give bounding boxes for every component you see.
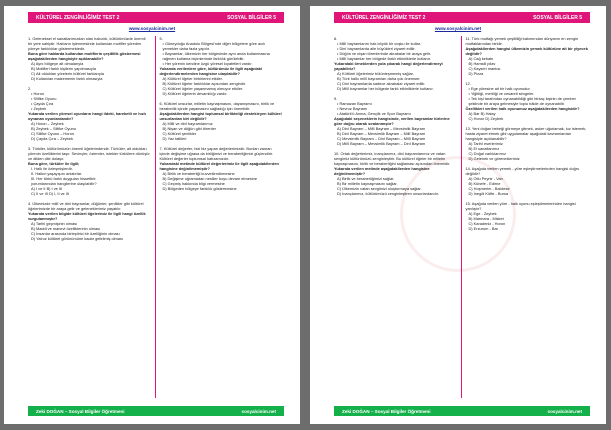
answer-option[interactable]: C) Horon D) Zeybek bbox=[468, 116, 504, 121]
answer-option[interactable]: B) Nişan ve düğün gibi törenler bbox=[162, 126, 216, 131]
question-bullet: • Düğün ve nişan törenlerinde akrabalar bir araya gelir. bbox=[337, 51, 431, 56]
question-block bbox=[334, 151, 457, 196]
question-block bbox=[334, 36, 457, 91]
answer-option[interactable]: B) Değişime uğramadan nesiller boyu devam etmesine bbox=[162, 176, 258, 181]
answer-option[interactable]: C) Silifke Oyunu – Horon bbox=[31, 131, 75, 136]
answer-option[interactable]: B) Kültürel öğeler farklılıklar açısından zengindir. bbox=[162, 81, 246, 86]
question-prompt: Yukarıda verilen metinde aşağıdakilerden hangisine değinilmemiştir? bbox=[334, 166, 430, 176]
question-prompt: Yukarıda verilen bilgide kültürel öğelerimiz ile ilgili hangi özellik vurgulanmıştır? bbox=[28, 211, 146, 221]
answer-option[interactable]: C) Karadeniz - Horon bbox=[468, 221, 506, 226]
question-bullet: • Güneydoğu Anadolu Bölgesi'nde diğer bölgelere göre acılı yemekler daha fazla yapılır. bbox=[162, 41, 266, 51]
answer-option[interactable]: A) Otlu Peynir - Van bbox=[468, 176, 503, 181]
header-title: KÜLTÜREL ZENGİNLİĞİMİZ TEST 2 bbox=[342, 14, 426, 21]
answer-option[interactable]: D) Yaz tatilleri bbox=[162, 136, 187, 141]
answer-option[interactable]: A) Bar B) Halay bbox=[468, 111, 496, 116]
answer-option[interactable]: D) Pizza bbox=[468, 71, 484, 76]
answer-option[interactable]: C) Geçmiş hakkında bilgi vermesine bbox=[162, 181, 225, 186]
answer-option[interactable]: C) Kültürel şenlikler bbox=[162, 131, 197, 136]
answer-option[interactable]: D) Millî Bayram – Mevsimlik Bayram – Dinî Bayram bbox=[337, 141, 426, 146]
answer-option[interactable]: D) Yalnız kültürel görünümüne kadar getirilmiş olması bbox=[31, 236, 123, 241]
question-bullet: • Nevruz Bayramı bbox=[337, 106, 368, 111]
answer-option[interactable]: C) Ülkemizin vatan sevgimizi oluşturmaya sağlar. bbox=[337, 186, 422, 191]
answer-option[interactable]: D) Kültürel öğelerin devamlılığı vardır. bbox=[162, 91, 228, 96]
question-bullet: • Bayramlar, ülkemizin her bölgesinde aynı anda kutlanmasına rağmen kutlama biçimlerinde farklılık görülebilir. bbox=[162, 51, 270, 61]
header-subject: SOSYAL BİLGİLER 5 bbox=[227, 14, 276, 21]
column-right bbox=[155, 36, 287, 398]
answer-option[interactable]: C) Dinî bayramlarda sadece akrabalar ziyaret edilir. bbox=[337, 81, 426, 86]
question-stem: 13. Yeni doğan bebeği görmeye gitmek, asker uğurlamak, kız istemek, hasta ziyaret etmek gibi uygulamalar aşağıdaki kavramlardan hangisiyle açıklanabilir? bbox=[465, 126, 587, 141]
question-stem: 1. Geleneksel el sanatlarımızdan olan halıcılık, kültürümüzde önemli bir yere sahiptir. Halıların işlenmesinde kullanılan motifler yöreden yöreye farklılıklar göstermektedir. bbox=[28, 36, 146, 51]
question-prompt: Aşağıdaki seçeneklerin hangisinde, verilen bayramlar türlerine göre doğru olarak sıralanmıştır? bbox=[334, 116, 450, 126]
question-bullet: • Atatürk'ü Anma, Gençlik ve Spor Bayramı bbox=[337, 111, 411, 116]
question-bullet: • Millî bayramlarını hak böyük bir coşku ile kutlar. bbox=[337, 41, 421, 46]
header-title: KÜLTÜREL ZENGİNLİĞİMİZ TEST 2 bbox=[36, 14, 120, 21]
question-bullet: • Horon bbox=[31, 91, 45, 96]
footer-site[interactable]: sosyalcinim.net bbox=[547, 408, 582, 414]
answer-option[interactable]: B) Dinî Bayram – Mevsimlik Bayram – Millî Bayram bbox=[337, 131, 425, 136]
question-block bbox=[160, 146, 283, 191]
answer-option[interactable]: D) Gelenek ve göreneklerimiz bbox=[468, 156, 520, 161]
answer-option[interactable]: B) Hamsili pilav bbox=[468, 61, 496, 66]
answer-option[interactable]: C) Kayseri mantısı bbox=[468, 66, 501, 71]
question-prompt: Yukarıdaki örneklerden yola çıkarak hangi değerlendirmeyi yapabiliriz? bbox=[334, 61, 443, 71]
header-subject: SOSYAL BİLGİLER 5 bbox=[533, 14, 582, 21]
answer-option[interactable]: D) Erzurum - Bar bbox=[468, 226, 498, 231]
column-left bbox=[330, 36, 461, 398]
answer-option[interactable]: A) Horon – Zeybek bbox=[31, 121, 64, 126]
question-block bbox=[466, 201, 589, 231]
answer-option[interactable]: II. Halkın yaşayışını anlatırlar. bbox=[31, 171, 83, 176]
answer-option[interactable]: B) Maddi ve manevi özelliklerinin olması bbox=[31, 226, 101, 231]
answer-option[interactable]: C) Ait oldukları yörelerin kültürel farklarıyla bbox=[31, 71, 104, 76]
question-block bbox=[28, 201, 151, 241]
answer-option[interactable]: B) Marmara - Misket bbox=[468, 216, 504, 221]
question-stem: 12. bbox=[465, 81, 471, 86]
answer-option[interactable]: C) Hoşmerim - Balıkesir bbox=[468, 186, 510, 191]
footer-author: Zeki DOĞAN – Sosyal Bilgiler Öğretmeni bbox=[36, 408, 125, 414]
answer-option[interactable]: A) Millî ve dinî bayramlarımız bbox=[162, 121, 213, 126]
site-link[interactable]: www.sosyalcinim.net bbox=[128, 26, 176, 31]
question-block bbox=[466, 36, 589, 76]
answer-option[interactable]: A) Kültürel öğeler birbirlerini etkiler. bbox=[162, 76, 223, 81]
answer-option[interactable]: B) Zeybek – Silifke Oyunu bbox=[31, 126, 76, 131]
question-bullet: • Tek kişi tarafından oynanabildiği gibi birkaç kişinin de çember şeklinde bir araya gelmesiyle toplu hâlde de oynanabilir. bbox=[468, 96, 576, 106]
question-stem: 2. bbox=[28, 86, 32, 91]
page-footer bbox=[28, 406, 284, 416]
question-bullet: • Çayda Çıra bbox=[31, 101, 54, 106]
question-block bbox=[334, 96, 457, 146]
question-prompt: Özellikleri verilen halk oyunumuz aşağıdakilerden hangisidir? bbox=[465, 106, 580, 111]
answer-option[interactable]: C) Doğal varlıklarımız bbox=[468, 151, 506, 156]
page-footer bbox=[334, 406, 590, 416]
answer-option[interactable]: A) I ve II B) I ve III bbox=[31, 186, 63, 191]
question-block bbox=[466, 81, 589, 121]
answer-option[interactable]: A) Tarihi geçmişinin olması bbox=[31, 221, 78, 226]
answer-option[interactable]: D) Bölgeden bölgeye farklılık göstermesine bbox=[162, 186, 237, 191]
footer-site[interactable]: sosyalcinim.net bbox=[241, 408, 276, 414]
answer-option[interactable]: B) El sanatlarımız bbox=[468, 146, 500, 151]
question-bullet: • Ramazan Bayramı bbox=[337, 101, 372, 106]
answer-option[interactable]: D) İnegöl Köfte - Bursa bbox=[468, 191, 509, 196]
question-block bbox=[28, 146, 151, 196]
page-header bbox=[28, 12, 284, 23]
question-stem: 5. bbox=[159, 36, 163, 41]
answer-option[interactable]: yorumlarından hangilerine ulaşılabilir? bbox=[31, 181, 97, 186]
footer-author: Zeki DOĞAN – Sosyal Bilgiler Öğretmeni bbox=[342, 408, 431, 414]
answer-option[interactable]: A) Aynı bölgeye ait olmalarıyla bbox=[31, 61, 84, 66]
question-stem: 7. Kültürel değerler, bizi biz yapan değerlerimizdir. Bunları zaman içinde değişime uğrasa da birliğimizi ve beraberliğimizi güçlendirir. Kültürel değerler toplumsal hafızamızdır. bbox=[159, 146, 274, 161]
question-prompt: Aşağıdakilerden hangisi toplumsal birlikteliği destekleyen kültürel unsurlardan biri değildir? bbox=[159, 111, 282, 121]
answer-option[interactable]: D) Çayda Çıra – Zeybek bbox=[31, 136, 73, 141]
question-stem: 14. Aşağıda verilen yemek - yöre eşleştirmelerinden hangisi doğru değildir? bbox=[465, 166, 580, 176]
answer-option[interactable]: A) Dinî Bayram – Millî Bayram – Mevsimlik Bayram bbox=[337, 126, 425, 131]
question-stem: 3. Türkiler, kültürümüzün önemli öğelerindendir. Türküler, ait oldukları yörenin özelliklerini taşır. Sevinçler, özlemler, istekler türkülere dönüşür ve dilden dile dolaşır. bbox=[28, 146, 150, 161]
question-bullet: • Silifke Oyunu bbox=[31, 96, 57, 101]
answer-option[interactable]: B) Motifleri farklı kişilerin yapılmasıyla bbox=[31, 66, 96, 71]
question-block bbox=[160, 101, 283, 141]
question-prompt: Yukarıda verilen yöresel oyunların hangi ildeki, hareketli ve hızlı oynanan oyunlardandır? bbox=[28, 111, 146, 121]
answer-option[interactable]: A) Tarihî eserlerimiz bbox=[468, 141, 503, 146]
question-bullet: • Yiğitliği, mertliği ve cesareti simgeler. bbox=[468, 91, 535, 96]
answer-option[interactable]: C) İnsanlar arasında birleştirici bir özelliğinin olması bbox=[31, 231, 120, 236]
answer-option[interactable]: A) Birlik ve beraberliği kuvvetlendirmesine bbox=[162, 171, 235, 176]
question-prompt: Yukarıda verilenlere göre, kültürümüz ile ilgili aşağıdaki değerlendirmelerden hangisine ulaşılabilir? bbox=[159, 66, 262, 76]
answer-option[interactable]: D) Kullanılan malzemenin farklı olmasıyla bbox=[31, 76, 103, 81]
question-block bbox=[160, 36, 283, 96]
question-stem: 9. bbox=[334, 96, 338, 101]
question-prompt: Yukarıdaki metinde kültürel değerlerimiz ile ilgili aşağıdakilerden hangisine değinilmemiştir? bbox=[159, 161, 279, 171]
question-prompt: Aşağıdakilerden hangisi ülkemizin yemek kültürüne ait bir yiyecek değildir? bbox=[465, 46, 588, 56]
question-stem: 15. Aşağıda verilen yöre - halk oyunu eşleştirmelerinden hangisi yanlıştır? bbox=[465, 201, 576, 211]
answer-option[interactable]: A) Birlik ve beraberliğimizi sağlar. bbox=[337, 176, 395, 181]
question-block bbox=[28, 86, 151, 141]
page-left bbox=[4, 6, 300, 424]
question-columns bbox=[24, 36, 286, 398]
answer-option[interactable]: B) Bir milletin kaynaşmasını sağlar. bbox=[337, 181, 398, 186]
answer-option[interactable]: I. Halk ile özleşmişlerdir. bbox=[31, 166, 73, 171]
question-prompt: Buna göre, türküler ile ilgili; bbox=[28, 161, 80, 166]
answer-option[interactable]: A) Cağ kebabı bbox=[468, 56, 494, 61]
question-stem: 10. Ortak değerlerimiz, inançlarımız, dinî bayramlarımız ve vatan sevgimiz kültürümüzü zenginleştirir. Bu kültürel öğeler bir milletin kaynaşmasını, birlik ve beraberliğini sağlaması açısından önemlidir. bbox=[334, 151, 451, 166]
question-bullet: • Millî bayramlar her bölgede farklı etkinliklerle kutlanır. bbox=[337, 56, 431, 61]
answer-option[interactable]: B) Künefe - Edirne bbox=[468, 181, 501, 186]
question-bullet: • Ege yöresine ait bir halk oyunudur. bbox=[468, 86, 531, 91]
answer-option[interactable]: C) Mevsimlik Bayram – Dinî Bayram – Millî Bayram bbox=[337, 136, 426, 141]
answer-option[interactable]: A) Kültürel öğelerimiz bütünleşmemiş sağlar. bbox=[337, 71, 414, 76]
question-bullet: • Zeybek bbox=[31, 106, 47, 111]
question-bullet: • Her yörenin kendine özgü yöresel kıyafetleri vardır. bbox=[162, 61, 253, 66]
answer-option[interactable]: B) Türk halkı millî bayramları daha çok önemser. bbox=[337, 76, 421, 81]
question-bullet: • Dinî bayramlarda aile büyükleri ziyaret edilir. bbox=[337, 46, 416, 51]
page-header bbox=[334, 12, 590, 23]
answer-option[interactable]: D) İnançlarımız, kültürümüzü zenginleştiren unsurlardandır. bbox=[337, 191, 439, 196]
column-right bbox=[461, 36, 593, 398]
question-block bbox=[466, 126, 589, 161]
question-stem: 4. Ülkemizde millî ve dinî bayramlar, düğünler, şenlikler gibi kültürel öğelerimizde bir araya gelir ve geleneklerimiz yaşatılır. bbox=[28, 201, 144, 211]
question-stem: 6. Kültürel unsurlar, milletin kaynaşmasını, dayanışmasını, birlik ve beraberlik içinde yaşamasını sağladığı için önemlidir. bbox=[159, 101, 275, 111]
answer-option[interactable]: D) Millî bayramlar her bölgede farklı etkinliklerle kutlanır. bbox=[337, 86, 434, 91]
answer-option[interactable]: A) Ege - Zeybek bbox=[468, 211, 497, 216]
question-columns bbox=[330, 36, 592, 398]
answer-option[interactable]: C) II ve III D) I, II ve III bbox=[31, 191, 70, 196]
question-block bbox=[466, 166, 589, 196]
answer-option[interactable]: III. Her türkü farklı duyguları hissettirir. bbox=[31, 176, 97, 181]
question-stem: 11. Türk mutfağı yemek çeşitliliği bakımından dünyanın en zengin mutfaklarından biridir. bbox=[465, 36, 579, 46]
column-left bbox=[24, 36, 155, 398]
site-link[interactable]: www.sosyalcinim.net bbox=[434, 26, 482, 31]
page-right bbox=[310, 6, 606, 424]
question-stem: 8. bbox=[334, 36, 338, 41]
answer-option[interactable]: C) Kültürel öğeler yaşanmamış olmuyor etkiler. bbox=[162, 86, 244, 91]
question-prompt: Buna göre halılarda kullanılan motiflerin çeşitlilik göstermesi aşağıdakilerden hangisiyle açıklanabilir? bbox=[28, 51, 141, 61]
question-block bbox=[28, 36, 151, 81]
